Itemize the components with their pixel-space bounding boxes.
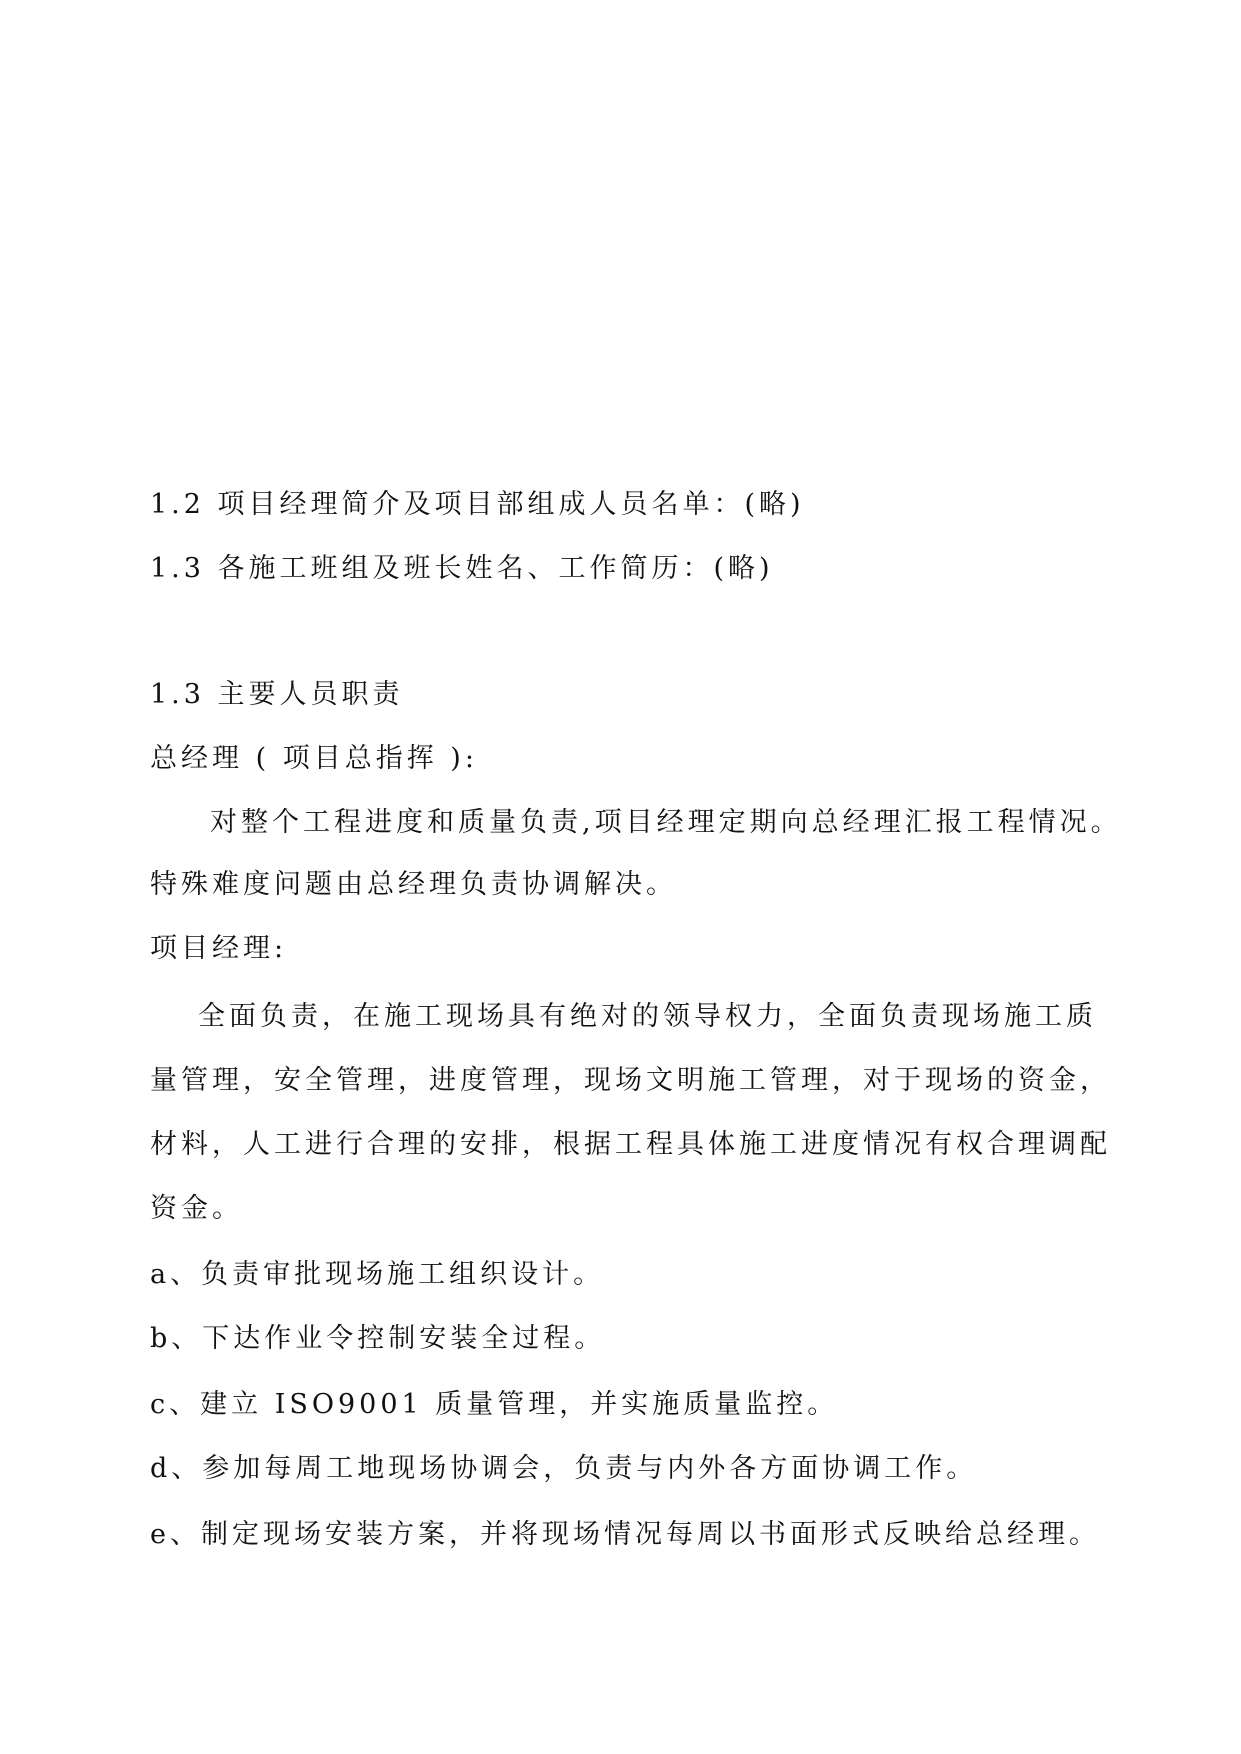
project-manager-title: 项目经理: xyxy=(150,933,288,964)
duty-item-c: c、建立 ISO9001 质量管理，并实施质量监控。 xyxy=(150,1389,839,1420)
project-manager-paragraph-line: 材料，人工进行合理的安排，根据工程具体施工进度情况有权合理调配 xyxy=(150,1129,1111,1160)
project-manager-paragraph-line: 全面负责，在施工现场具有绝对的领导权力，全面负责现场施工质 xyxy=(198,1001,1097,1032)
duty-item-b: b、下达作业令控制安装全过程。 xyxy=(150,1323,606,1354)
general-manager-paragraph-line: 特殊难度问题由总经理负责协调解决。 xyxy=(150,869,677,900)
section-heading-1-3-duties: 1.3 主要人员职责 xyxy=(150,679,404,710)
project-manager-paragraph-line: 资金。 xyxy=(150,1193,243,1224)
section-heading-1-2: 1.2 项目经理简介及项目部组成人员名单：(略) xyxy=(150,489,805,520)
duty-item-a: a、负责审批现场施工组织设计。 xyxy=(150,1259,605,1290)
duty-item-d: d、参加每周工地现场协调会，负责与内外各方面协调工作。 xyxy=(150,1453,978,1484)
general-manager-title: 总经理 ( 项目总指挥 ): xyxy=(150,743,478,774)
duty-item-e: e、制定现场安装方案，并将现场情况每周以书面形式反映给总经理。 xyxy=(150,1519,1100,1550)
general-manager-paragraph-line: 对整个工程进度和质量负责,项目经理定期向总经理汇报工程情况。 xyxy=(210,807,1122,838)
section-heading-1-3-teams: 1.3 各施工班组及班长姓名、工作简历：(略) xyxy=(150,553,774,584)
project-manager-paragraph-line: 量管理，安全管理，进度管理，现场文明施工管理，对于现场的资金， xyxy=(150,1065,1111,1096)
